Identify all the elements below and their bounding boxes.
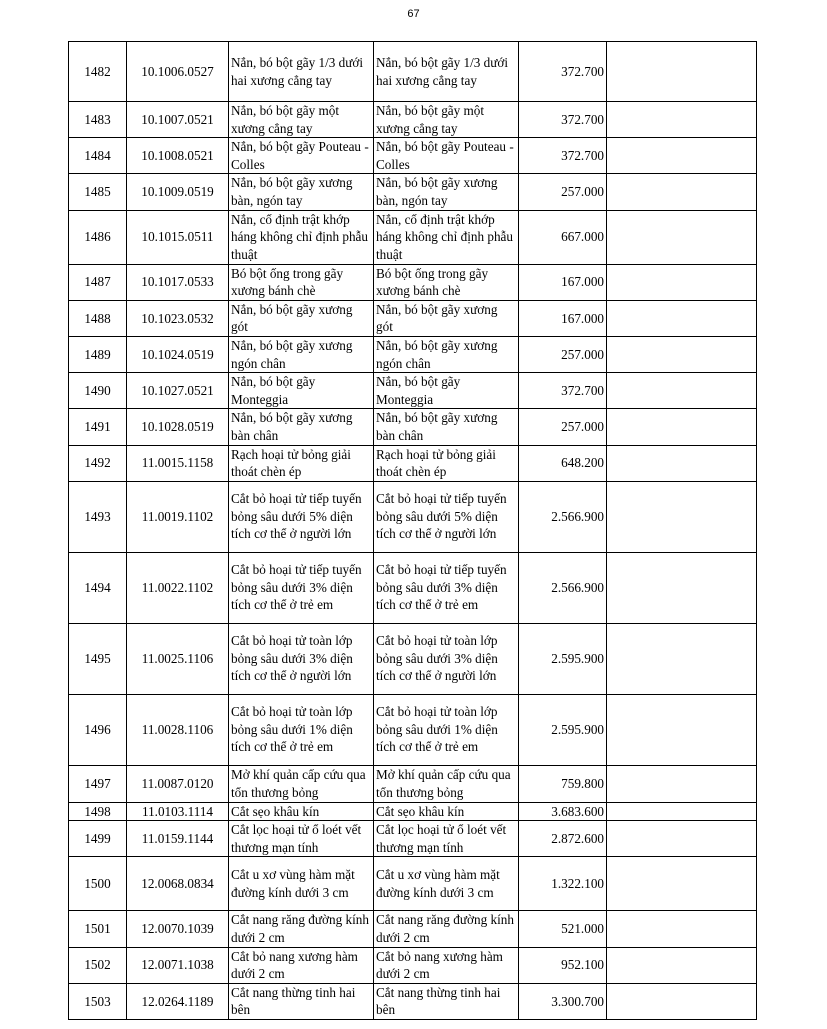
service-name-approved: Cắt bỏ hoại tử toàn lớp bỏng sâu dưới 1% diện tích cơ thể ở trẻ em (374, 694, 519, 765)
table-row (69, 947, 757, 983)
row-note (607, 445, 757, 481)
table-row (69, 911, 757, 947)
table-row (69, 623, 757, 694)
table-row (69, 264, 757, 300)
row-note (607, 336, 757, 372)
service-price: 372.700 (519, 373, 607, 409)
service-name-approved: Cắt u xơ vùng hàm mặt đường kính dưới 3 cm (374, 857, 519, 911)
table-row (69, 481, 757, 552)
service-name-approved: Nắn, bó bột gãy xương ngón chân (374, 336, 519, 372)
service-name-approved: Nắn, bó bột gãy Monteggia (374, 373, 519, 409)
service-name-approved: Nắn, bó bột gãy một xương cẳng tay (374, 102, 519, 138)
row-number: 1496 (69, 694, 127, 765)
service-price: 759.800 (519, 765, 607, 802)
service-code: 10.1028.0519 (127, 409, 229, 445)
row-note (607, 694, 757, 765)
service-name: Cắt bỏ hoại tử tiếp tuyến bỏng sâu dưới 3% diện tích cơ thể ở trẻ em (229, 552, 374, 623)
service-code: 10.1027.0521 (127, 373, 229, 409)
row-number: 1497 (69, 765, 127, 802)
service-name-approved: Cắt bỏ hoại tử toàn lớp bỏng sâu dưới 3% diện tích cơ thể ở người lớn (374, 623, 519, 694)
service-name-approved: Cắt nang răng đường kính dưới 2 cm (374, 911, 519, 947)
row-number: 1484 (69, 138, 127, 174)
service-price: 257.000 (519, 409, 607, 445)
service-name: Mở khí quản cấp cứu qua tổn thương bỏng (229, 765, 374, 802)
service-price: 667.000 (519, 210, 607, 264)
service-code: 12.0070.1039 (127, 911, 229, 947)
service-name: Rạch hoại tử bỏng giải thoát chèn ép (229, 445, 374, 481)
service-name-approved: Nắn, cố định trật khớp háng không chỉ định phẫu thuật (374, 210, 519, 264)
service-name: Cắt bỏ nang xương hàm dưới 2 cm (229, 947, 374, 983)
row-number: 1491 (69, 409, 127, 445)
row-number: 1501 (69, 911, 127, 947)
service-price: 2.566.900 (519, 481, 607, 552)
service-price: 521.000 (519, 911, 607, 947)
service-code: 11.0015.1158 (127, 445, 229, 481)
service-name-approved: Bó bột ống trong gãy xương bánh chè (374, 264, 519, 300)
service-price: 2.595.900 (519, 694, 607, 765)
table-row (69, 138, 757, 174)
service-name-approved: Nắn, bó bột gãy xương gót (374, 300, 519, 336)
service-code: 10.1024.0519 (127, 336, 229, 372)
service-name: Nắn, bó bột gãy xương gót (229, 300, 374, 336)
row-number: 1493 (69, 481, 127, 552)
row-number: 1490 (69, 373, 127, 409)
row-note (607, 821, 757, 857)
service-name-approved: Mở khí quản cấp cứu qua tổn thương bỏng (374, 765, 519, 802)
service-name: Cắt lọc hoại tử ổ loét vết thương mạn tính (229, 821, 374, 857)
table-row (69, 300, 757, 336)
row-note (607, 857, 757, 911)
service-code: 12.0068.0834 (127, 857, 229, 911)
row-note (607, 210, 757, 264)
row-number: 1486 (69, 210, 127, 264)
service-name-approved: Cắt bỏ nang xương hàm dưới 2 cm (374, 947, 519, 983)
row-note (607, 174, 757, 210)
service-code: 11.0019.1102 (127, 481, 229, 552)
page-number: 67 (407, 8, 420, 20)
row-number: 1488 (69, 300, 127, 336)
row-number: 1492 (69, 445, 127, 481)
service-code: 11.0028.1106 (127, 694, 229, 765)
service-name: Bó bột ống trong gãy xương bánh chè (229, 264, 374, 300)
service-code: 10.1015.0511 (127, 210, 229, 264)
price-table (68, 41, 757, 1020)
service-price: 3.300.700 (519, 983, 607, 1019)
service-price: 1.322.100 (519, 857, 607, 911)
service-code: 10.1008.0521 (127, 138, 229, 174)
service-name-approved: Nắn, bó bột gãy Pouteau - Colles (374, 138, 519, 174)
service-name: Cắt nang thừng tinh hai bên (229, 983, 374, 1019)
service-name: Nắn, bó bột gãy xương bàn, ngón tay (229, 174, 374, 210)
table-row (69, 210, 757, 264)
service-code: 12.0264.1189 (127, 983, 229, 1019)
row-number: 1499 (69, 821, 127, 857)
service-price: 648.200 (519, 445, 607, 481)
service-name-approved: Nắn, bó bột gãy xương bàn chân (374, 409, 519, 445)
table-body (69, 42, 757, 1020)
table-row (69, 373, 757, 409)
service-name-approved: Cắt lọc hoại tử ổ loét vết thương mạn tính (374, 821, 519, 857)
row-note (607, 947, 757, 983)
service-code: 12.0071.1038 (127, 947, 229, 983)
service-name-approved: Cắt bỏ hoại tử tiếp tuyến bỏng sâu dưới 3% diện tích cơ thể ở trẻ em (374, 552, 519, 623)
table-row (69, 857, 757, 911)
service-name-approved: Cắt nang thừng tinh hai bên (374, 983, 519, 1019)
service-code: 11.0159.1144 (127, 821, 229, 857)
service-code: 11.0025.1106 (127, 623, 229, 694)
table-row (69, 445, 757, 481)
row-note (607, 300, 757, 336)
row-note (607, 911, 757, 947)
table-row (69, 102, 757, 138)
service-price: 372.700 (519, 102, 607, 138)
row-note (607, 138, 757, 174)
row-note (607, 481, 757, 552)
service-price: 372.700 (519, 138, 607, 174)
service-name: Cắt bỏ hoại tử toàn lớp bỏng sâu dưới 3% diện tích cơ thể ở người lớn (229, 623, 374, 694)
service-name: Nắn, bó bột gãy xương ngón chân (229, 336, 374, 372)
row-note (607, 765, 757, 802)
row-note (607, 552, 757, 623)
row-number: 1502 (69, 947, 127, 983)
row-number: 1494 (69, 552, 127, 623)
table-row (69, 694, 757, 765)
service-name: Cắt bỏ hoại tử toàn lớp bỏng sâu dưới 1% diện tích cơ thể ở trẻ em (229, 694, 374, 765)
service-price: 257.000 (519, 174, 607, 210)
row-number: 1498 (69, 802, 127, 821)
table-row (69, 42, 757, 102)
row-number: 1489 (69, 336, 127, 372)
service-name-approved: Nắn, bó bột gãy 1/3 dưới hai xương cẳng tay (374, 42, 519, 102)
service-code: 11.0087.0120 (127, 765, 229, 802)
service-name: Nắn, cố định trật khớp háng không chỉ định phẫu thuật (229, 210, 374, 264)
table-row (69, 552, 757, 623)
service-name: Cắt sẹo khâu kín (229, 802, 374, 821)
service-name-approved: Cắt bỏ hoại tử tiếp tuyến bỏng sâu dưới 5% diện tích cơ thể ở người lớn (374, 481, 519, 552)
row-note (607, 264, 757, 300)
service-price: 257.000 (519, 336, 607, 372)
service-code: 10.1017.0533 (127, 264, 229, 300)
table-row (69, 336, 757, 372)
service-price: 167.000 (519, 264, 607, 300)
service-price: 2.566.900 (519, 552, 607, 623)
service-price: 2.872.600 (519, 821, 607, 857)
row-note (607, 42, 757, 102)
row-note (607, 802, 757, 821)
row-number: 1483 (69, 102, 127, 138)
service-name-approved: Nắn, bó bột gãy xương bàn, ngón tay (374, 174, 519, 210)
service-name-approved: Cắt sẹo khâu kín (374, 802, 519, 821)
service-price: 372.700 (519, 42, 607, 102)
service-price: 167.000 (519, 300, 607, 336)
row-number: 1495 (69, 623, 127, 694)
table-row (69, 409, 757, 445)
row-note (607, 409, 757, 445)
table-row (69, 983, 757, 1019)
row-number: 1482 (69, 42, 127, 102)
table-row (69, 765, 757, 802)
row-note (607, 373, 757, 409)
service-price: 3.683.600 (519, 802, 607, 821)
service-name: Cắt u xơ vùng hàm mặt đường kính dưới 3 cm (229, 857, 374, 911)
row-number: 1500 (69, 857, 127, 911)
service-name: Nắn, bó bột gãy xương bàn chân (229, 409, 374, 445)
service-code: 10.1007.0521 (127, 102, 229, 138)
service-name: Nắn, bó bột gãy Pouteau - Colles (229, 138, 374, 174)
service-code: 10.1009.0519 (127, 174, 229, 210)
service-price: 2.595.900 (519, 623, 607, 694)
row-note (607, 983, 757, 1019)
service-name-approved: Rạch hoại tử bỏng giải thoát chèn ép (374, 445, 519, 481)
service-code: 10.1006.0527 (127, 42, 229, 102)
service-name: Nắn, bó bột gãy Monteggia (229, 373, 374, 409)
service-name: Nắn, bó bột gãy 1/3 dưới hai xương cẳng tay (229, 42, 374, 102)
service-name: Nắn, bó bột gãy một xương cẳng tay (229, 102, 374, 138)
service-name: Cắt nang răng đường kính dưới 2 cm (229, 911, 374, 947)
row-note (607, 102, 757, 138)
service-code: 11.0103.1114 (127, 802, 229, 821)
service-code: 10.1023.0532 (127, 300, 229, 336)
service-price: 952.100 (519, 947, 607, 983)
row-number: 1485 (69, 174, 127, 210)
row-note (607, 623, 757, 694)
row-number: 1487 (69, 264, 127, 300)
service-name: Cắt bỏ hoại tử tiếp tuyến bỏng sâu dưới 5% diện tích cơ thể ở người lớn (229, 481, 374, 552)
table-row (69, 802, 757, 821)
table-row (69, 821, 757, 857)
row-number: 1503 (69, 983, 127, 1019)
table-row (69, 174, 757, 210)
service-code: 11.0022.1102 (127, 552, 229, 623)
